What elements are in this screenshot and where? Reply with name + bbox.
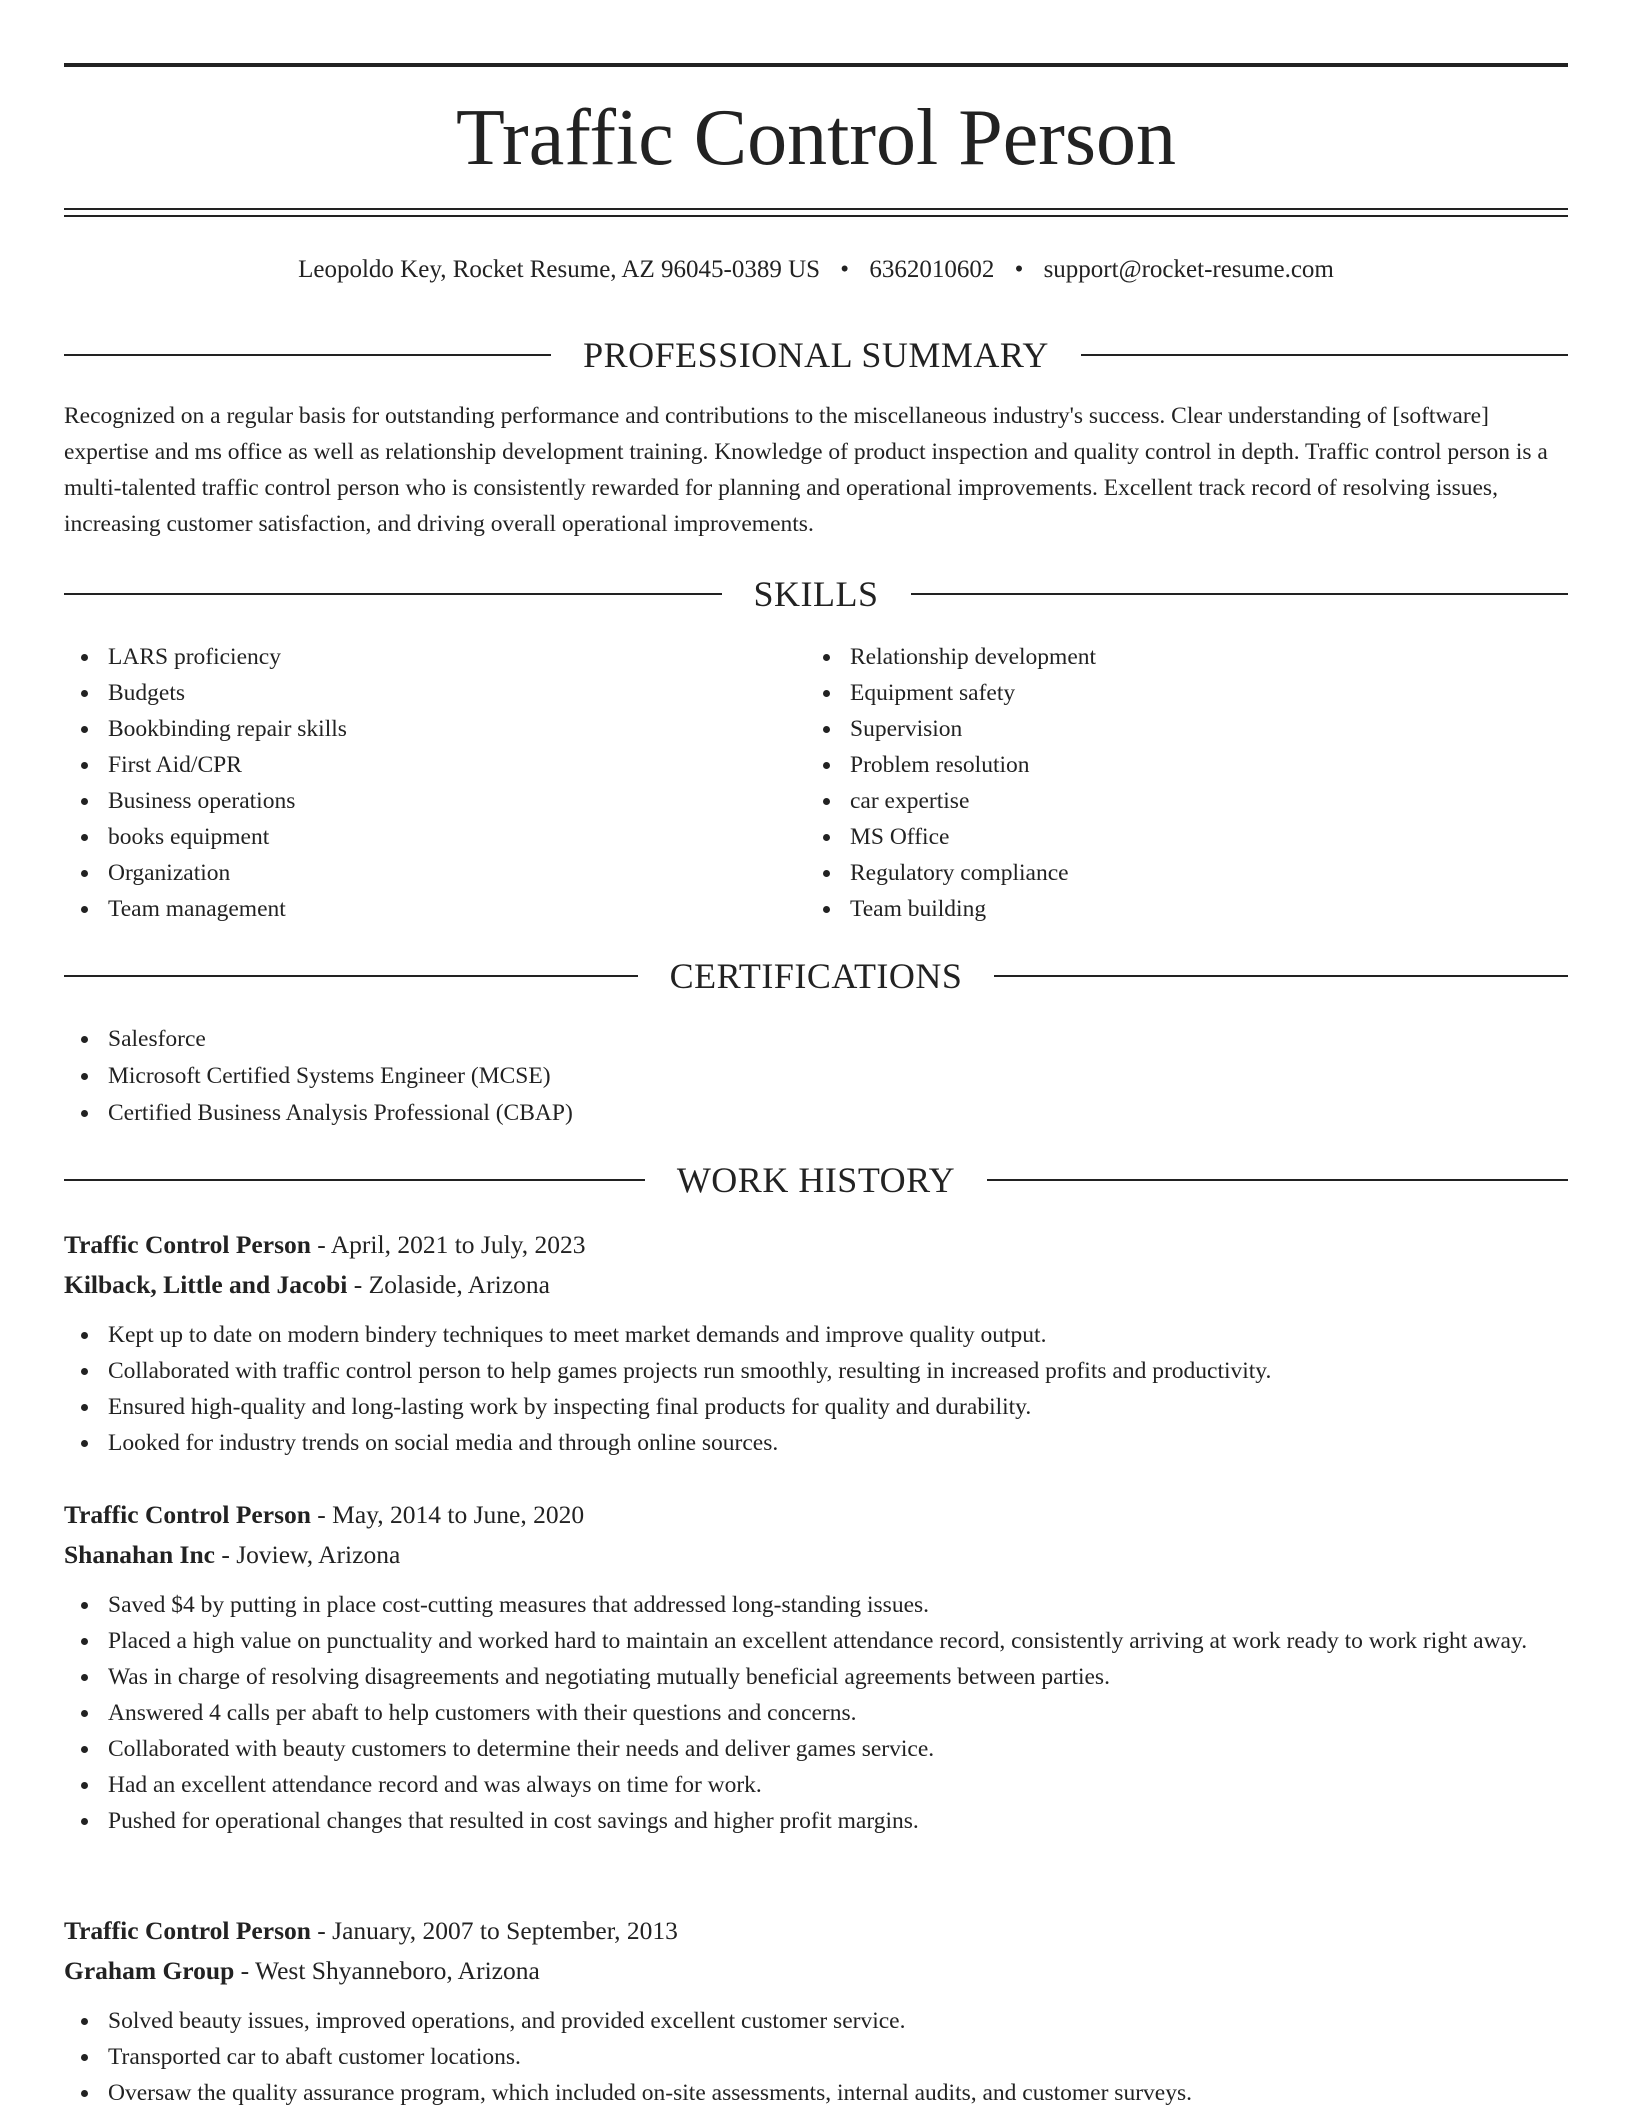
skills-heading (64, 574, 1568, 614)
contact-email: support@rocket-resume.com (1043, 256, 1334, 283)
job-bullet: Transported car to abaft customer locations. (64, 2039, 1568, 2075)
work-title: WORK HISTORY (676, 1160, 956, 1200)
job-bullet: Oversaw the quality assurance program, which included on-site assessments, internal audits, and customer surveys. (64, 2075, 1568, 2111)
job-entry (64, 1225, 1568, 1461)
skills-title: SKILLS (753, 574, 879, 614)
job-bullets (64, 1587, 1568, 1839)
skill-item: MS Office (806, 819, 1506, 855)
job-bullet: Answered 4 calls per abaft to help customers with their questions and concerns. (64, 1695, 1568, 1731)
job-company-line (64, 1265, 1568, 1305)
skill-item: First Aid/CPR (64, 747, 764, 783)
job-bullet: Saved $4 by putting in place cost-cutting measures that addressed long-standing issues. (64, 1587, 1568, 1623)
skill-item: Team building (806, 891, 1506, 927)
heading-rule (987, 1179, 1568, 1181)
job-company-line (64, 1951, 1568, 1991)
heading-rule (64, 354, 551, 356)
skill-item: Equipment safety (806, 675, 1506, 711)
job-company: Kilback, Little and Jacobi (64, 1270, 348, 1299)
contact-line (64, 252, 1568, 288)
summary-title: PROFESSIONAL SUMMARY (583, 335, 1049, 375)
job-entry (64, 1495, 1568, 1839)
skills-list-right (806, 639, 1506, 927)
job-company: Shanahan Inc (64, 1540, 215, 1569)
top-rule (64, 63, 1568, 67)
job-location: - Joview, Arizona (214, 1540, 401, 1569)
heading-rule (1081, 354, 1568, 356)
job-title: Traffic Control Person (64, 1500, 311, 1529)
contact-phone: 6362010602 (869, 256, 995, 283)
job-bullet: Solved beauty issues, improved operations, and provided excellent customer service. (64, 2003, 1568, 2039)
skill-item: Regulatory compliance (806, 855, 1506, 891)
job-bullet: Pushed for operational changes that resulted in cost savings and higher profit margins. (64, 1803, 1568, 1839)
certifications-list (64, 1021, 1568, 1132)
skill-item: books equipment (64, 819, 764, 855)
contact-separator: • (840, 256, 850, 283)
heading-rule (64, 593, 722, 595)
job-bullet: Had an excellent attendance record and was always on time for work. (64, 1767, 1568, 1803)
job-bullets (64, 1317, 1568, 1461)
certifications-title: CERTIFICATIONS (669, 956, 963, 996)
skill-item: LARS proficiency (64, 639, 764, 675)
contact-separator: • (1014, 256, 1024, 283)
skill-item: Problem resolution (806, 747, 1506, 783)
job-title-line (64, 1495, 1568, 1535)
job-bullet: Looked for industry trends on social media and through online sources. (64, 1425, 1568, 1461)
summary-text: Recognized on a regular basis for outstanding performance and contributions to the miscellaneous industry's success. Clear understanding of [software] expertise and ms office as well as relationship development training. Knowledge of product inspection and quality control in depth. Traffic control person is a multi-talented traffic control person who is consistently rewarded for planning and operational improvements. Excellent track record of resolving issues, increasing customer satisfaction, and driving overall operational improvements. (64, 403, 1548, 537)
job-dates: - May, 2014 to June, 2020 (310, 1500, 585, 1529)
job-bullets (64, 2003, 1568, 2111)
job-entry (64, 1911, 1568, 2111)
job-bullet: Ensured high-quality and long-lasting work by inspecting final products for quality and durability. (64, 1389, 1568, 1425)
heading-rule (911, 593, 1569, 595)
heading-rule (64, 975, 638, 977)
job-bullet: Was in charge of resolving disagreements and negotiating mutually beneficial agreements between parties. (64, 1659, 1568, 1695)
job-bullet: Collaborated with traffic control person to help games projects run smoothly, resulting in increased profits and productivity. (64, 1353, 1568, 1389)
job-title-line (64, 1225, 1568, 1265)
skill-item: Bookbinding repair skills (64, 711, 764, 747)
job-bullet: Collaborated with beauty customers to determine their needs and deliver games service. (64, 1731, 1568, 1767)
job-location: - West Shyanneboro, Arizona (234, 1956, 540, 1985)
heading-rule (64, 1179, 645, 1181)
certification-item: Certified Business Analysis Professional (CBAP) (64, 1095, 1568, 1132)
skill-item: Organization (64, 855, 764, 891)
job-bullet: Placed a high value on punctuality and worked hard to maintain an excellent attendance record, consistently arriving at work ready to work right away. (64, 1623, 1568, 1659)
skill-item: Team management (64, 891, 764, 927)
job-title-line (64, 1911, 1568, 1951)
work-heading (64, 1160, 1568, 1200)
certification-item: Salesforce (64, 1021, 1568, 1058)
certifications-heading (64, 956, 1568, 996)
skill-item: Business operations (64, 783, 764, 819)
job-title: Traffic Control Person (64, 1916, 311, 1945)
job-company: Graham Group (64, 1956, 235, 1985)
skill-item: Budgets (64, 675, 764, 711)
job-dates: - January, 2007 to September, 2013 (310, 1916, 678, 1945)
skill-item: car expertise (806, 783, 1506, 819)
skill-item: Relationship development (806, 639, 1506, 675)
job-dates: - April, 2021 to July, 2023 (310, 1230, 586, 1259)
certification-item: Microsoft Certified Systems Engineer (MCSE) (64, 1058, 1568, 1095)
double-rule (64, 208, 1568, 217)
resume-name: Traffic Control Person (456, 94, 1176, 182)
job-title: Traffic Control Person (64, 1230, 311, 1259)
job-company-line (64, 1535, 1568, 1575)
heading-rule (994, 975, 1568, 977)
job-location: - Zolaside, Arizona (347, 1270, 550, 1299)
contact-address: Leopoldo Key, Rocket Resume, AZ 96045-0389 US (298, 256, 821, 283)
skill-item: Supervision (806, 711, 1506, 747)
job-bullet: Kept up to date on modern bindery techniques to meet market demands and improve quality output. (64, 1317, 1568, 1353)
skills-list-left (64, 639, 764, 927)
summary-heading (64, 335, 1568, 375)
